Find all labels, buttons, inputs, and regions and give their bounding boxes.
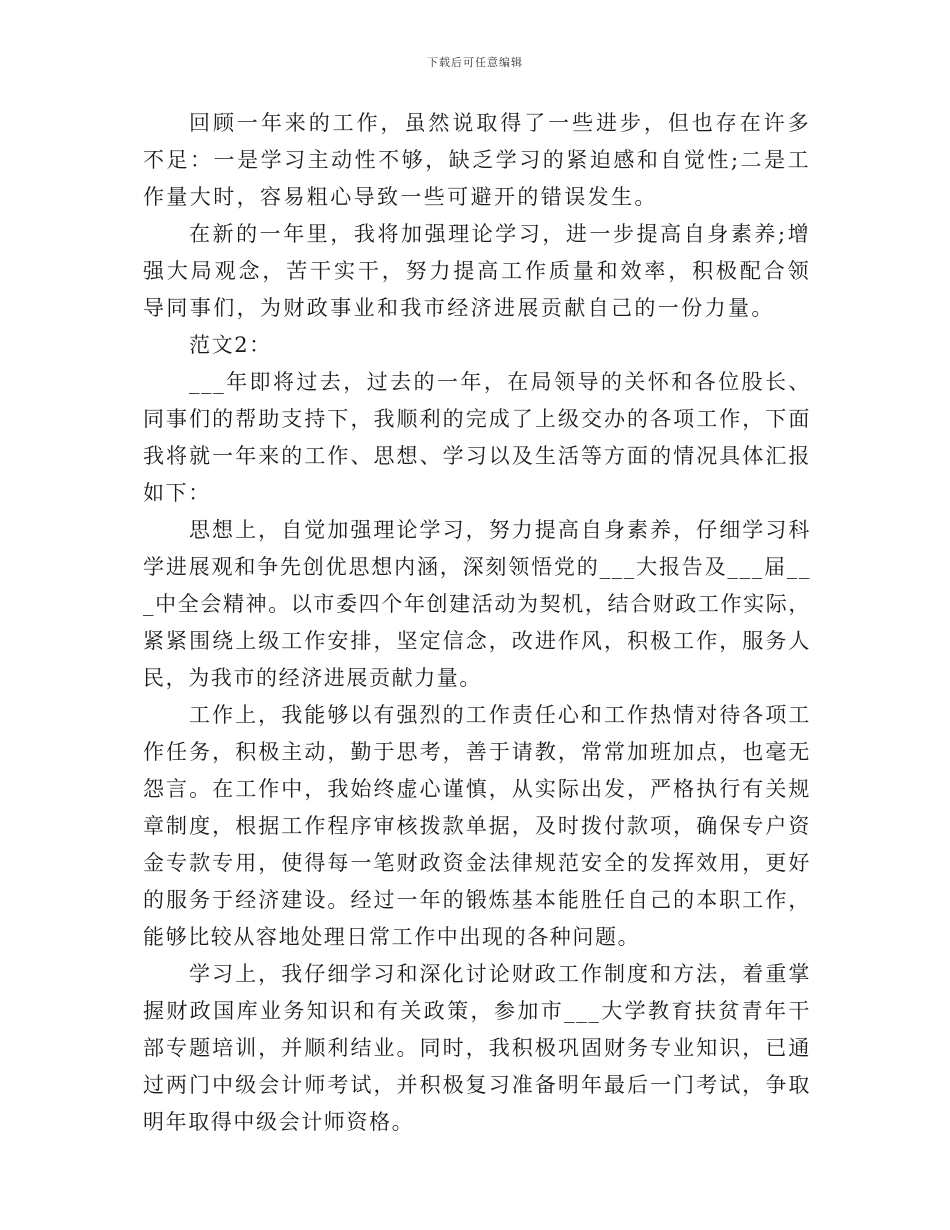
page-header: 下载后可任意编辑 [427,56,523,69]
paragraph-thought: 思想上，自觉加强理论学习，努力提高自身素养，仔细学习科学进展观和争先创优思想内涵，深刻领悟党的___大报告及___届___中全会精神。以市委四个年创建活动为契机，结合财政工作实际，紧紧围绕上级工作安排，坚定信念，改进作风，积极工作，服务人民，为我市的经济进展贡献力量。 [143,518,811,690]
paragraph-new-year: 在新的一年里，我将加强理论学习，进一步提高自身素养;增强大局观念，苦干实干，努力提高工作质量和效率，积极配合领导同事们，为财政事业和我市经济进展贡献自己的一份力量。 [143,222,811,320]
paragraph-study: 学习上，我仔细学习和深化讨论财政工作制度和方法，着重掌握财政国库业务知识和有关政策，参加市___大学教育扶贫青年干部专题培训，并顺利结业。同时，我积极巩固财务专业知识，已通过两门中级会计师考试，并积极复习准备明年最后一门考试，争取明年取得中级会计师资格。 [143,962,811,1134]
document-body [143,105,811,1141]
paragraph-review: 回顾一年来的工作，虽然说取得了一些进步，但也存在许多不足：一是学习主动性不够，缺乏学习的紧迫感和自觉性;二是工作量大时，容易粗心导致一些可避开的错误发生。 [143,111,811,209]
sample-heading: 范文2： [189,333,272,357]
paragraph-work: 工作上，我能够以有强烈的工作责任心和工作热情对待各项工作任务，积极主动，勤于思考，善于请教，常常加班加点，也毫无怨言。在工作中，我始终虚心谨慎，从实际出发，严格执行有关规章制度，根据工作程序审核拨款单据，及时拨付款项，确保专户资金专款专用，使得每一笔财政资金法律规范安全的发挥效用，更好的服务于经济建设。经过一年的锻炼基本能胜任自己的本职工作，能够比较从容地处理日常工作中出现的各种问题。 [143,703,811,949]
paragraph-intro: ___年即将过去，过去的一年，在局领导的关怀和各位股长、同事们的帮助支持下，我顺利的完成了上级交办的各项工作，下面我将就一年来的工作、思想、学习以及生活等方面的情况具体汇报如下： [143,370,811,505]
